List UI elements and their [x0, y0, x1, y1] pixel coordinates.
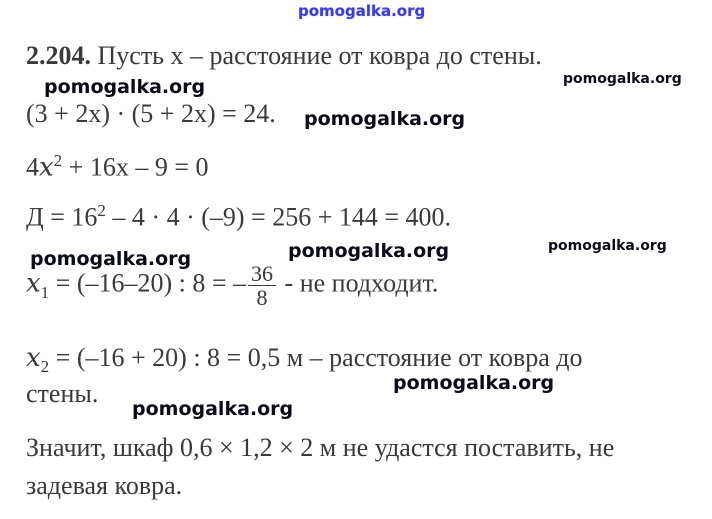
- watermark: pomogalka.org: [44, 76, 206, 98]
- watermark: pomogalka.org: [288, 240, 450, 262]
- x1-numerator: 36: [248, 262, 276, 286]
- task-statement: [26, 42, 542, 71]
- disc-post: – 4 · 4 · (–9) = 256 + 144 = 400.: [105, 202, 452, 232]
- watermark: pomogalka.org: [304, 108, 466, 130]
- eq2-rest: + 16x – 9 = 0: [62, 152, 209, 182]
- task-text: Пусть x – расстояние от ковра до стены.: [97, 41, 542, 70]
- x2-var: x: [26, 343, 41, 373]
- x2-expression: = (–16 + 20) : 8 = 0,5 м – расстояние от ковра до: [49, 343, 583, 372]
- eq2-var: x: [39, 152, 54, 183]
- watermark: pomogalka.org: [563, 71, 682, 87]
- task-number: 2.204.: [26, 41, 91, 70]
- eq2-exponent: 2: [53, 151, 63, 170]
- x1-note: - не подходит.: [278, 268, 439, 298]
- x1-denominator: 8: [256, 285, 268, 311]
- root-x1: [26, 262, 438, 309]
- equation-2: [26, 152, 209, 182]
- conclusion-line-1: Значит, шкаф 0,6 × 1,2 × 2 м не удастся поставить, не: [26, 433, 615, 462]
- watermark: pomogalka.org: [393, 372, 555, 394]
- watermark: pomogalka.org: [132, 398, 294, 420]
- conclusion-line-2: задевая ковра.: [26, 471, 183, 500]
- watermark: pomogalka.org: [548, 238, 667, 254]
- discriminant: [26, 202, 451, 232]
- x1-expression: = (–16–20) : 8 = –: [49, 268, 247, 298]
- disc-exponent: 2: [97, 201, 106, 220]
- watermark: pomogalka.org: [30, 248, 192, 270]
- x2-subscript: 2: [40, 357, 50, 377]
- x1-fraction: [248, 262, 276, 309]
- eq2-coef: 4: [26, 152, 39, 182]
- equation-1: (3 + 2x) · (5 + 2x) = 24.: [26, 99, 276, 128]
- watermark-top: pomogalka.org: [298, 2, 426, 20]
- x1-subscript: 1: [40, 282, 50, 302]
- root-x2-continued: стены.: [26, 379, 99, 408]
- x1-var: x: [26, 268, 41, 299]
- disc-pre: Д = 16: [26, 202, 98, 232]
